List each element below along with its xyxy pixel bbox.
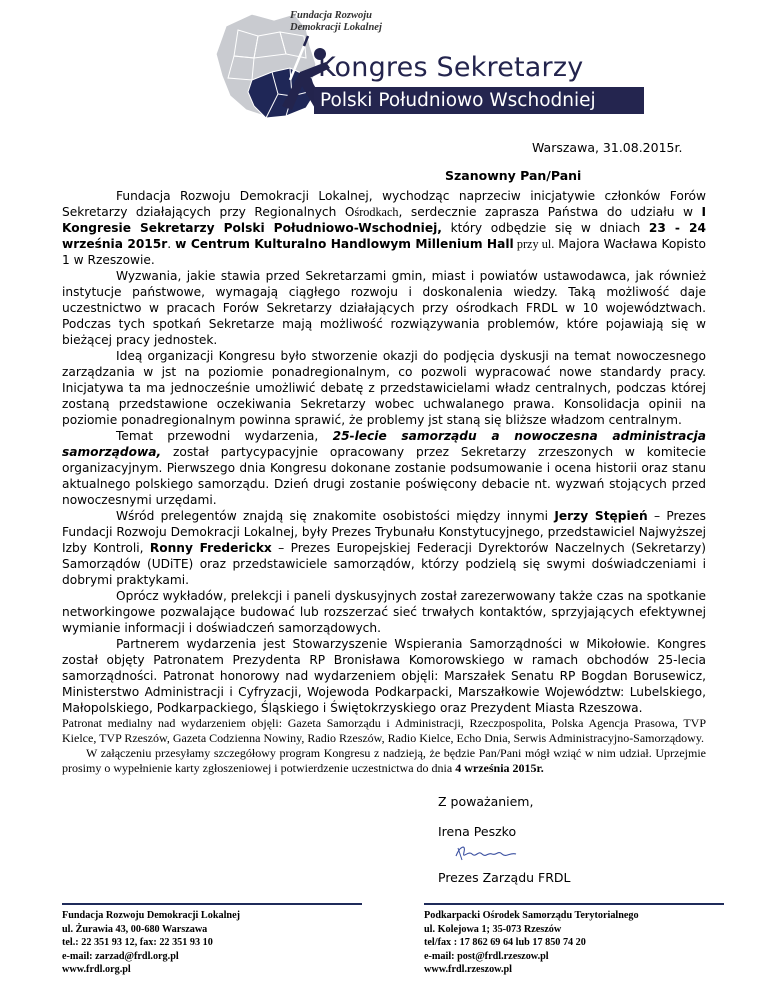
footer-rule-left [62, 903, 362, 905]
paragraph-invitation: Fundacja Rozwoju Demokracji Lokalnej, wychodząc naprzeciw inicjatywie członków Forów Sekretarzy działających przy Regionalnych Ośrodkach, serdecznie zaprasza Państwa do udziału w I Kongresie Sekretarzy Polski Południowo-Wschodniej, który odbędzie się w dniach 23 - 24 września 2015r. w Centrum Kulturalno Handlowym Millenium Hall przy ul. Majora Wacława Kopisto 1 w Rzeszowie. [62, 189, 706, 267]
paragraph-challenges: Wyzwania, jakie stawia przed Sekretarzami gmin, miast i powiatów ustawodawca, jak również instytucje państwowe, wymagają ciągłego rozwoju i doskonalenia wiedzy. Taką możliwość daje uczestnictwo w pracach Forów Sekretarzy działających przy ośrodkach FRDL w 10 województwach. Podczas tych spotkań Sekretarze mają możliwość rozwiązywania problemów, które pojawiają się w bieżącej pracy jednostek. [62, 269, 706, 347]
letter-date: Warszawa, 31.08.2015r. [532, 140, 683, 155]
paragraph-attachment: W załączeniu przesyłamy szczegółowy program Kongresu z nadzieją, że będzie Pan/Pani mógł wziąć w nim udział. Uprzejmie prosimy o wypełnienie karty zgłoszeniowej i potwierdzenie uczestnictwa do dnia 4 września 2015r. [62, 746, 706, 775]
congress-subtitle: Polski Południowo Wschodniej [314, 87, 644, 114]
paragraph-networking: Oprócz wykładów, prelekcji i paneli dyskusyjnych został zarezerwowany także czas na spotkanie networkingowe pozwalające budować lub rozszerzać sieć trwałych kontaktów, sprzyjających efektywnej wymianie informacji i doświadczeń samorządowych. [62, 589, 706, 635]
congress-logo [208, 6, 708, 131]
paragraph-speakers: Wśród prelegentów znajdą się znakomite osobistości między innymi Jerzy Stępień – Prezes Fundacji Rozwoju Demokracji Lokalnej, były Prezes Trybunału Konstytucyjnego, przedstawiciel Najwyższej Izby Kontroli, Ronny Frederickx – Prezes Europejskiej Federacji Dyrektorów Naczelnych (Sekretarzy) Samorządów (UDiTE) oraz przedstawiciele samorządów, którzy podzielą się swymi doświadczeniami i dobrymi praktykami. [62, 509, 706, 587]
paragraph-theme: Temat przewodni wydarzenia, 25-lecie samorządu a nowoczesna administracja samorządowa, został partycypacyjnie opracowany przez Sekretarzy zrzeszonych w komitecie organizacyjnym. Pierwszego dnia Kongresu dokonane zostanie podsumowanie i ocena historii oraz stanu aktualnego polskiego samorządu. Dzień drugi zostanie poświęcony debacie nt. wyzwań stojących przed nowoczesnymi urzędami. [62, 429, 706, 507]
org-line-1: Fundacja Rozwoju [290, 10, 372, 21]
closing-line: Z poważaniem, [438, 794, 534, 809]
footer-rule-right [424, 903, 724, 905]
letter-body [62, 188, 706, 776]
org-name-small [290, 10, 382, 34]
salutation: Szanowny Pan/Pani [445, 168, 582, 183]
footer-left-line: Fundacja Rozwoju Demokracji Lokalnej [62, 910, 240, 921]
footer-left-line: ul. Żurawia 43, 00-680 Warszawa [62, 923, 208, 935]
footer-right-website[interactable]: www.frdl.rzeszow.pl [424, 964, 512, 976]
handwritten-signature [452, 842, 522, 869]
signer-name: Irena Peszko [438, 824, 517, 839]
paragraph-partners: Partnerem wydarzenia jest Stowarzyszenie Wspierania Samorządności w Mikołowie. Kongres został objęty Patronatem Prezydenta RP Bronisława Komorowskiego w ramach obchodów 25-lecia samorządności. Patronat honorowy nad wydarzeniem objęli: Marszałek Senatu RP Bogdan Borusewicz, Ministerstwo Administracji i Cyfryzacji, Wojewoda Podkarpacki, Marszałkowie Województw: Lubelskiego, Małopolskiego, Podkarpackiego, Śląskiego i Świętokrzyskiego oraz Prezydent Miasta Rzeszowa. [62, 637, 706, 715]
signer-title: Prezes Zarządu FRDL [438, 870, 571, 885]
footer-right-email[interactable]: e-mail: post@frdl.rzeszow.pl [424, 950, 549, 962]
footer-left-website[interactable]: www.frdl.org.pl [62, 964, 131, 976]
congress-title: Kongres Sekretarzy [318, 52, 584, 83]
footer-right-line: Podkarpacki Ośrodek Samorządu Terytorialnego [424, 910, 639, 921]
footer-left-email[interactable]: e-mail: zarzad@frdl.org.pl [62, 950, 179, 962]
footer-address-warsaw [62, 909, 240, 977]
org-line-2: Demokracji Lokalnej [290, 22, 382, 33]
footer-address-rzeszow [424, 909, 639, 977]
paragraph-idea: Ideą organizacji Kongresu było stworzenie okazji do podjęcia dyskusji na temat nowoczesnego zarządzania w jst na poziomie ponadregionalnym, co pozwoli wypracować nowe standardy pracy. Inicjatywa ta ma jednocześnie umożliwić debatę z przedstawicielami władz centralnych, podczas której zostaną przedstawione oczekiwania Sekretarzy wobec uchwalanego prawa. Konsolidacja opinii na poziomie ponadregionalnym powinna sprawić, że problemy jst staną się bliższe władzom centralnym. [62, 349, 706, 427]
footer-right-line: tel/fax : 17 862 69 64 lub 17 850 74 20 [424, 937, 586, 949]
footer-right-line: ul. Kolejowa 1; 35-073 Rzeszów [424, 923, 562, 935]
paragraph-media: Patronat medialny nad wydarzeniem objęli: Gazeta Samorządu i Administracji, Rzeczpospolita, Polska Agencja Prasowa, TVP Kielce, TVP Rzeszów, Gazeta Codzienna Nowiny, Radio Rzeszów, Radio Kielce, Echo Dnia, Serwis Administracyjno-Samorządowy. [62, 716, 706, 745]
footer-left-line: tel.: 22 351 93 12, fax: 22 351 93 10 [62, 937, 213, 949]
